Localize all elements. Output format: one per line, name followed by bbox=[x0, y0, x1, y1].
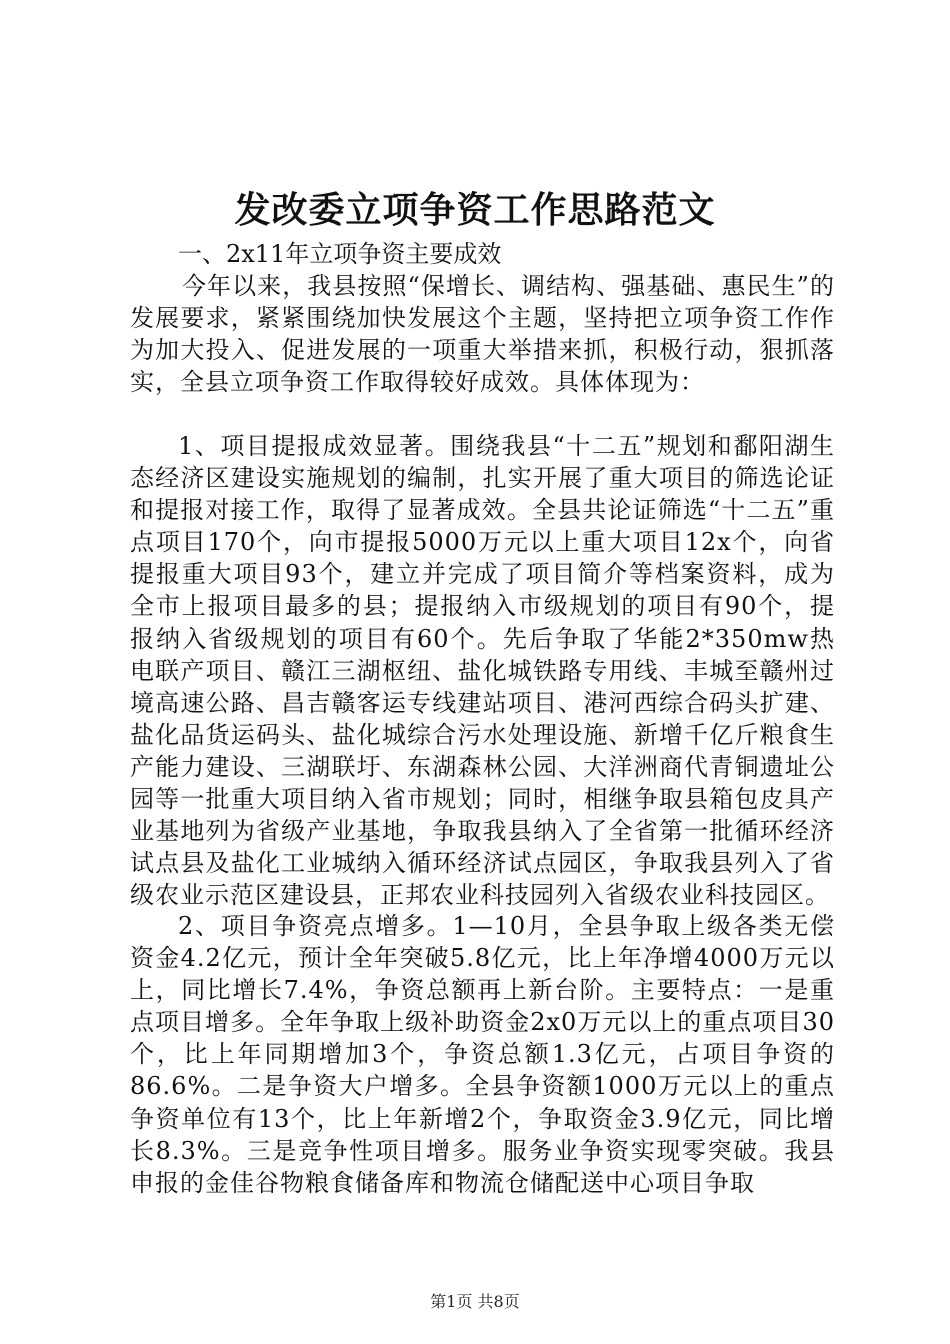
paragraph-project-reporting: 1、项目提报成效显著。围绕我县“十二五”规划和鄱阳湖生态经济区建设实施规划的编制，扎实开展了重大项目的筛选论证和提报对接工作，取得了显著成效。全县共论证筛选“十二五”重点项目170个，向市提报5000万元以上重大项目12x个，向省提报重大项目93个，建立并完成了项目简介等档案资料，成为全市上报项目最多的县；提报纳入市级规划的项目有90个，提报纳入省级规划的项目有60个。先后争取了华能2*350mw热电联产项目、赣江三湖枢纽、盐化城铁路专用线、丰城至赣州过境高速公路、昌吉赣客运专线建站项目、港河西综合码头扩建、盐化品货运码头、盐化城综合污水处理设施、新增千亿斤粮食生产能力建设、三湖联圩、东湖森林公园、大洋洲商代青铜遗址公园等一批重大项目纳入省市规划；同时，相继争取县箱包皮具产业基地列为省级产业基地，争取我县纳入了全省第一批循环经济试点县及盐化工业城纳入循环经济试点园区，争取我县列入了省级农业示范区建设县，正邦农业科技园列入省级农业科技园区。 bbox=[130, 432, 835, 910]
page-footer: 第1页 共8页 bbox=[430, 1292, 520, 1311]
section-heading: 一、2x11年立项争资主要成效 bbox=[178, 240, 502, 268]
paragraph-funding-highlights: 2、项目争资亮点增多。1—10月，全县争取上级各类无偿资金4.2亿元，预计全年突破5.8亿元，比上年净增4000万元以上，同比增长7.4%，争资总额再上新台阶。主要特点：一是重点项目增多。全年争取上级补助资金2x0万元以上的重点项目30个，比上年同期增加3个，争资总额1.3亿元，占项目争资的86.6%。二是争资大户增多。全县争资额1000万元以上的重点争资单位有13个，比上年新增2个，争取资金3.9亿元，同比增长8.3%。三是竞争性项目增多。服务业争资实现零突破。我县申报的金佳谷物粮食储备库和物流仓储配送中心项目争取 bbox=[130, 912, 835, 1197]
paragraph-intro: 今年以来，我县按照“保增长、调结构、强基础、惠民生”的发展要求，紧紧围绕加快发展这个主题，坚持把立项争资工作作为加大投入、促进发展的一项重大举措来抓，积极行动，狠抓落实，全县立项争资工作取得较好成效。具体体现为： bbox=[130, 272, 835, 397]
document-title: 发改委立项争资工作思路范文 bbox=[234, 189, 716, 231]
